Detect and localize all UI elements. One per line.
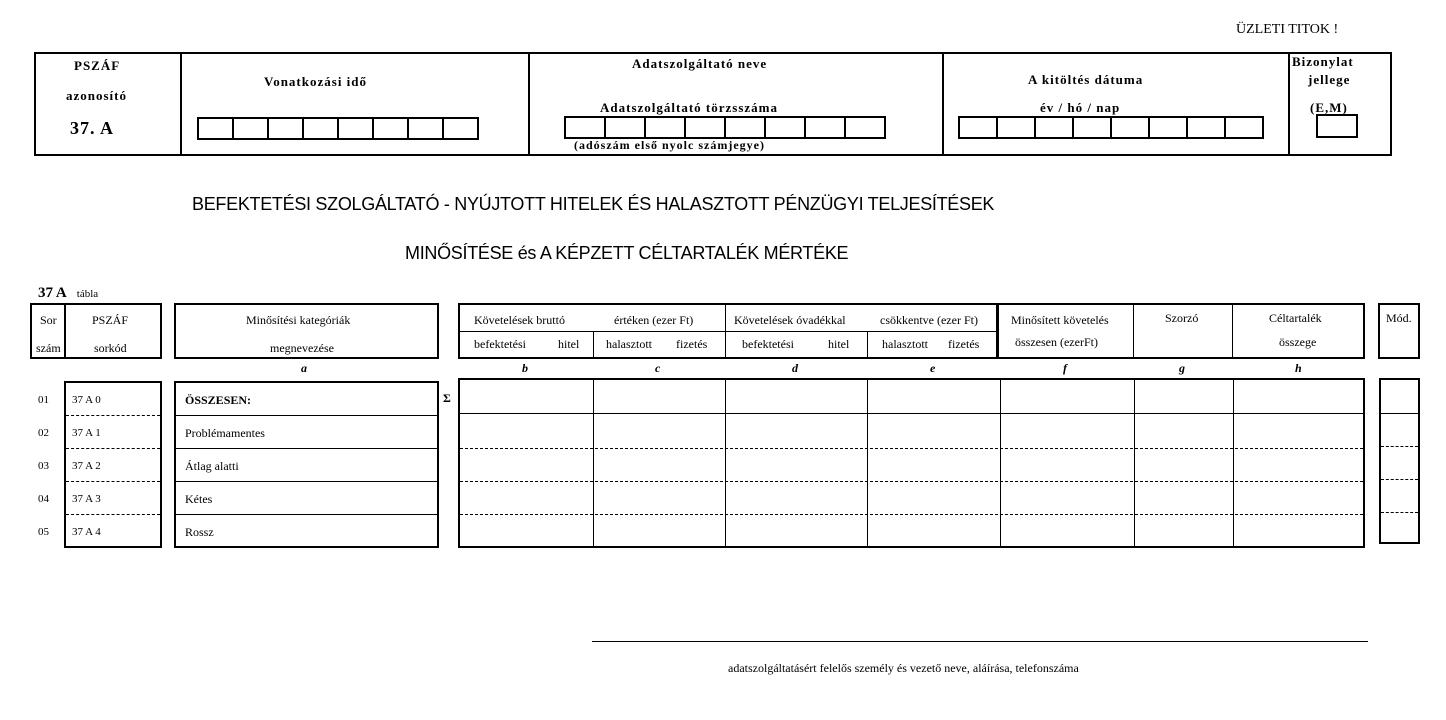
- table-code: 37 A: [38, 285, 67, 301]
- row-num: 05: [38, 526, 49, 538]
- doc-type-label: Bizonylat: [1292, 54, 1354, 69]
- row-code: 37 A 2: [72, 460, 101, 472]
- col-letter-e: e: [930, 361, 936, 375]
- fill-date-boxes[interactable]: [960, 116, 1264, 139]
- col-f-label-2: összesen (ezerFt): [1015, 335, 1098, 349]
- pszaf-label: PSZÁF: [74, 58, 121, 73]
- col-pszaf-label: PSZÁF: [92, 313, 129, 327]
- col-e-label-2: fizetés: [948, 337, 980, 351]
- col-h-label: Céltartalék: [1269, 311, 1322, 325]
- col-letter-g: g: [1179, 361, 1185, 375]
- table-word: tábla: [76, 288, 99, 300]
- fill-date-label: A kitöltés dátuma: [1028, 72, 1144, 87]
- col-letter-f: f: [1063, 361, 1067, 375]
- col-c-label-2: fizetés: [676, 337, 708, 351]
- col-category-label: Minősítési kategóriák: [246, 313, 351, 327]
- confidential-note: ÜZLETI TITOK !: [1236, 22, 1339, 37]
- col-gross-label-2: értéken (ezer Ft): [614, 313, 694, 327]
- provider-name-label: Adatszolgáltató neve: [632, 56, 768, 71]
- form-title-line1: BEFEKTETÉSI SZOLGÁLTATÓ - NYÚJTOTT HITELEK ÉS HALASZTOTT PÉNZÜGYI TELJESÍTÉSEK: [192, 194, 995, 214]
- pszaf-label-2: azonosító: [66, 88, 127, 103]
- sigma-sign: Σ: [443, 391, 451, 405]
- col-mod-header: [1378, 303, 1420, 359]
- fill-date-format: év / hó / nap: [1040, 100, 1121, 115]
- row-code: 37 A 0: [72, 394, 101, 406]
- provider-reg-note: (adószám első nyolc számjegye): [574, 138, 765, 152]
- signature-caption: adatszolgáltatásért felelős személy és vezető neve, aláírása, telefonszáma: [728, 661, 1079, 675]
- reference-time-label: Vonatkozási idő: [264, 74, 368, 89]
- table-label: [38, 285, 98, 302]
- reference-time-boxes[interactable]: [199, 117, 479, 140]
- header-id-box: [34, 52, 1392, 156]
- col-f-label: Minősített követelés: [1011, 313, 1109, 327]
- col-sor-label-2: szám: [36, 341, 61, 355]
- row-code: 37 A 1: [72, 427, 101, 439]
- provider-reg-boxes[interactable]: [566, 116, 886, 139]
- col-pszaf-header: [64, 303, 162, 359]
- col-c-label: halasztott: [606, 337, 652, 351]
- row-name: ÖSSZESEN:: [185, 393, 252, 407]
- col-d-label: befektetési: [742, 337, 794, 351]
- col-claims-header: [458, 303, 998, 359]
- col-letter-a: a: [301, 361, 307, 375]
- col-letter-h: h: [1295, 361, 1302, 375]
- col-g-label: Szorzó: [1165, 311, 1199, 325]
- row-name: Kétes: [185, 492, 213, 506]
- col-b-label-2: hitel: [558, 337, 580, 351]
- signature-line[interactable]: [592, 641, 1368, 642]
- row-code: 37 A 3: [72, 493, 101, 505]
- row-code: 37 A 4: [72, 526, 101, 538]
- row-num: 03: [38, 460, 49, 472]
- col-mod-label: Mód.: [1386, 311, 1412, 325]
- fill-date-cell: [942, 54, 1290, 154]
- col-sor-label: Sor: [40, 313, 57, 327]
- col-letter-c: c: [655, 361, 661, 375]
- col-result-header: [997, 303, 1365, 359]
- col-pszaf-label-2: sorkód: [94, 341, 127, 355]
- col-reduced-label-2: csökkentve (ezer Ft): [880, 313, 978, 327]
- doc-type-cell: [1288, 54, 1390, 154]
- doc-type-box[interactable]: [1316, 114, 1358, 138]
- col-reduced-label: Követelések óvadékkal: [734, 313, 846, 327]
- doc-type-code: (E,M): [1310, 100, 1348, 115]
- pszaf-id-cell: [36, 54, 182, 154]
- col-h-label-2: összege: [1279, 335, 1317, 349]
- col-category-label-2: megnevezése: [270, 341, 334, 355]
- row-name: Problémamentes: [185, 426, 265, 440]
- row-num: 04: [38, 493, 49, 505]
- col-d-label-2: hitel: [828, 337, 850, 351]
- col-category-header: [174, 303, 439, 359]
- col-letter-d: d: [792, 361, 798, 375]
- row-name: Rossz: [185, 525, 214, 539]
- col-letter-b: b: [522, 361, 528, 375]
- doc-type-label-2: jellege: [1308, 72, 1351, 87]
- data-grid[interactable]: [458, 378, 1365, 548]
- provider-cell: [528, 54, 944, 154]
- reference-time-cell: [180, 54, 530, 154]
- form-title-line2: MINŐSÍTÉSE és A KÉPZETT CÉLTARTALÉK MÉRTÉKE: [405, 243, 849, 263]
- col-gross-label: Követelések bruttó: [474, 313, 565, 327]
- pszaf-code: 37. A: [70, 118, 115, 138]
- mod-column[interactable]: [1379, 378, 1420, 544]
- provider-reg-label: Adatszolgáltató törzsszáma: [600, 100, 778, 115]
- row-name: Átlag alatti: [185, 459, 239, 473]
- col-b-label: befektetési: [474, 337, 526, 351]
- col-e-label: halasztott: [882, 337, 928, 351]
- col-sor-header: [30, 303, 66, 359]
- row-num: 02: [38, 427, 49, 439]
- row-num: 01: [38, 394, 49, 406]
